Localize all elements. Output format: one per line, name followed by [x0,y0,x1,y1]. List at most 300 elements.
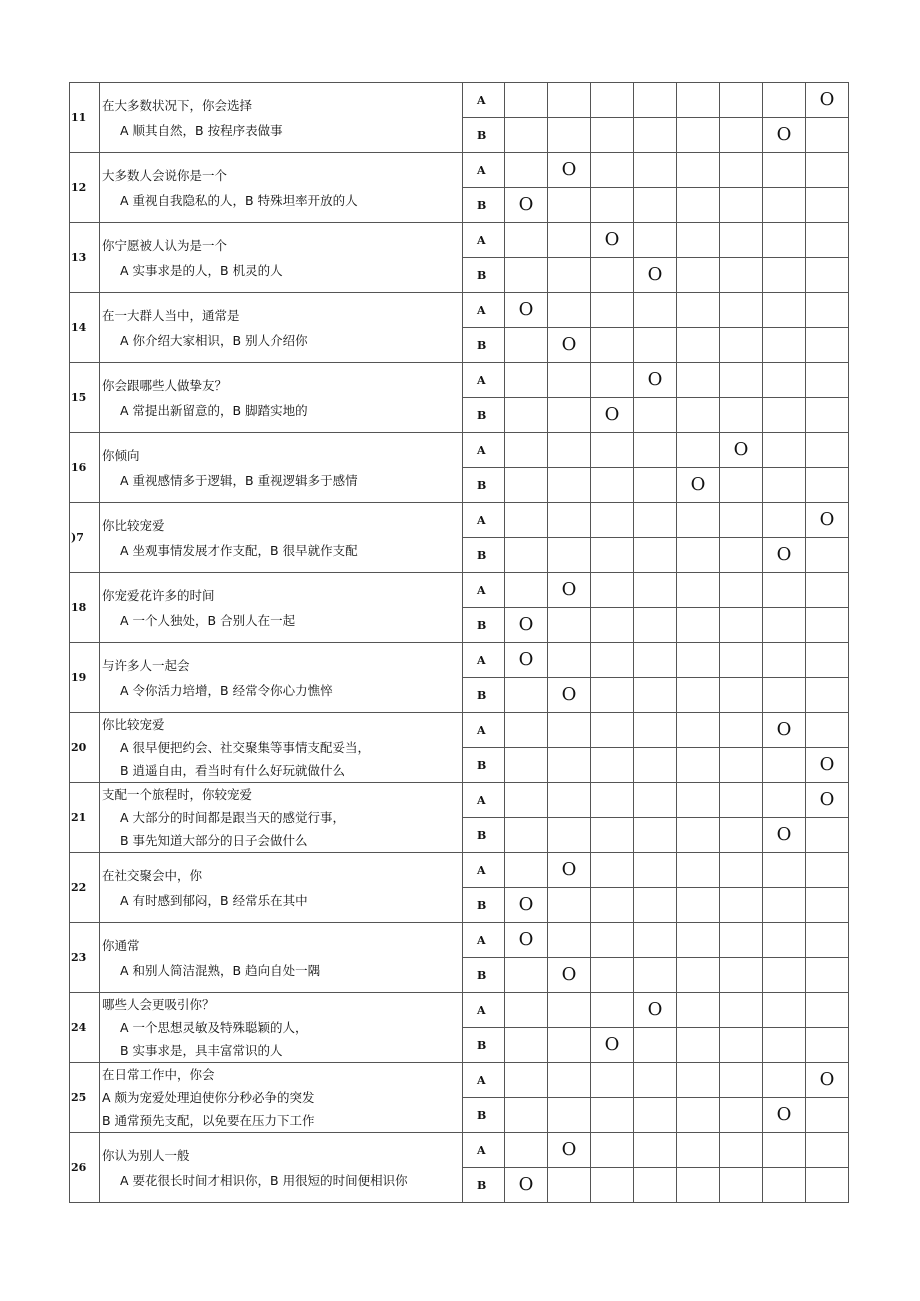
scale-cell[interactable] [505,748,548,783]
scale-cell[interactable] [763,818,806,853]
scale-cell[interactable] [763,783,806,818]
scale-cell[interactable] [763,398,806,433]
scale-cell[interactable] [591,1098,634,1133]
question-title: 大多数人会说你是一个 [102,167,228,183]
scale-cell[interactable] [591,748,634,783]
scale-cell[interactable] [677,853,720,888]
scale-cell[interactable] [763,1133,806,1168]
question-row-a [70,503,849,538]
scale-cell[interactable] [677,888,720,923]
scale-cell[interactable] [634,503,677,538]
scale-cell[interactable] [763,153,806,188]
scale-cell[interactable] [677,818,720,853]
scale-cell[interactable] [505,538,548,573]
scale-cell[interactable] [591,328,634,363]
scale-cell[interactable] [677,923,720,958]
scale-cell[interactable] [763,328,806,363]
scale-cell[interactable] [720,433,763,468]
scale-cell[interactable] [677,608,720,643]
scale-cell[interactable] [677,258,720,293]
scale-cell[interactable] [634,1028,677,1063]
scale-cell[interactable] [677,573,720,608]
scale-cell[interactable] [763,1168,806,1203]
scale-cell[interactable] [677,958,720,993]
scale-cell[interactable] [677,1168,720,1203]
scale-cell[interactable] [634,678,677,713]
scale-cell[interactable] [677,328,720,363]
scale-cell[interactable] [806,293,849,328]
scale-cell[interactable] [763,923,806,958]
scale-cell[interactable] [634,1063,677,1098]
scale-cell[interactable] [548,118,591,153]
option-label-a: A [463,713,505,748]
scale-cell[interactable] [720,713,763,748]
scale-cell[interactable] [720,1098,763,1133]
scale-cell[interactable] [763,678,806,713]
scale-cell[interactable] [634,573,677,608]
scale-cell[interactable] [720,573,763,608]
scale-cell[interactable] [677,783,720,818]
scale-cell[interactable] [720,888,763,923]
question-text [100,783,463,853]
scale-cell[interactable] [677,188,720,223]
selection-mark: O [776,719,792,740]
scale-cell[interactable] [677,1098,720,1133]
scale-cell[interactable] [505,643,548,678]
scale-cell[interactable] [720,328,763,363]
scale-cell[interactable] [591,188,634,223]
scale-cell[interactable] [763,573,806,608]
scale-cell[interactable] [634,83,677,118]
scale-cell[interactable] [634,223,677,258]
scale-cell[interactable] [548,748,591,783]
scale-cell[interactable] [806,188,849,223]
scale-cell[interactable] [505,1028,548,1063]
scale-cell[interactable] [591,258,634,293]
scale-cell[interactable] [677,1063,720,1098]
scale-cell[interactable] [548,678,591,713]
option-label-a: A [463,783,505,818]
scale-cell[interactable] [677,1133,720,1168]
scale-cell[interactable] [548,1063,591,1098]
scale-cell[interactable] [591,993,634,1028]
scale-cell[interactable] [720,1063,763,1098]
scale-cell[interactable] [806,608,849,643]
scale-cell[interactable] [677,713,720,748]
scale-cell[interactable] [505,923,548,958]
scale-cell[interactable] [591,1168,634,1203]
scale-cell[interactable] [505,818,548,853]
scale-cell[interactable] [591,713,634,748]
scale-cell[interactable] [591,1028,634,1063]
scale-cell[interactable] [548,293,591,328]
scale-cell[interactable] [763,1028,806,1063]
scale-cell[interactable] [505,958,548,993]
scale-cell[interactable] [505,223,548,258]
scale-cell[interactable] [763,258,806,293]
scale-cell[interactable] [505,1098,548,1133]
scale-cell[interactable] [591,958,634,993]
scale-cell[interactable] [634,993,677,1028]
scale-cell[interactable] [634,433,677,468]
scale-cell[interactable] [591,853,634,888]
scale-cell[interactable] [677,1028,720,1063]
scale-cell[interactable] [763,1063,806,1098]
scale-cell[interactable] [806,643,849,678]
scale-cell[interactable] [591,468,634,503]
scale-cell[interactable] [720,1133,763,1168]
selection-mark: O [647,999,663,1020]
scale-cell[interactable] [763,468,806,503]
scale-cell[interactable] [548,538,591,573]
scale-cell[interactable] [548,503,591,538]
selection-mark: O [518,614,534,635]
scale-cell[interactable] [634,258,677,293]
scale-cell[interactable] [591,888,634,923]
scale-cell[interactable] [591,83,634,118]
scale-cell[interactable] [806,503,849,538]
option-label-b: B [463,958,505,993]
question-row-a [70,573,849,608]
scale-cell[interactable] [720,468,763,503]
scale-cell[interactable] [505,153,548,188]
scale-cell[interactable] [548,888,591,923]
scale-cell[interactable] [505,258,548,293]
question-text [100,293,463,363]
scale-cell[interactable] [720,1028,763,1063]
scale-cell[interactable] [505,573,548,608]
scale-cell[interactable] [505,398,548,433]
scale-cell[interactable] [677,83,720,118]
scale-cell[interactable] [677,503,720,538]
scale-cell[interactable] [548,713,591,748]
scale-cell[interactable] [720,1168,763,1203]
scale-cell[interactable] [634,958,677,993]
question-number: 23 [70,923,100,993]
scale-cell[interactable] [763,713,806,748]
scale-cell[interactable] [763,888,806,923]
scale-cell[interactable] [763,748,806,783]
scale-cell[interactable] [505,993,548,1028]
question-number: 21 [70,783,100,853]
scale-cell[interactable] [677,223,720,258]
question-option-line: A 重视感情多于逻辑，B 重视逻辑多于感情 [120,472,358,488]
scale-cell[interactable] [763,993,806,1028]
scale-cell[interactable] [505,293,548,328]
scale-cell[interactable] [634,363,677,398]
scale-cell[interactable] [806,153,849,188]
scale-cell[interactable] [763,223,806,258]
scale-cell[interactable] [677,398,720,433]
scale-cell[interactable] [591,118,634,153]
scale-cell[interactable] [634,468,677,503]
scale-cell[interactable] [806,818,849,853]
scale-cell[interactable] [548,1028,591,1063]
scale-cell[interactable] [591,1063,634,1098]
scale-cell[interactable] [677,293,720,328]
scale-cell[interactable] [763,643,806,678]
scale-cell[interactable] [677,678,720,713]
scale-cell[interactable] [806,993,849,1028]
scale-cell[interactable] [720,923,763,958]
scale-cell[interactable] [634,923,677,958]
scale-cell[interactable] [806,853,849,888]
question-row-a [70,1133,849,1168]
scale-cell[interactable] [505,118,548,153]
scale-cell[interactable] [548,363,591,398]
scale-cell[interactable] [505,783,548,818]
question-row-a [70,153,849,188]
option-label-a: A [463,363,505,398]
scale-cell[interactable] [548,853,591,888]
scale-cell[interactable] [591,293,634,328]
selection-mark: O [819,509,835,530]
scale-cell[interactable] [505,328,548,363]
question-number: 12 [70,153,100,223]
scale-cell[interactable] [548,608,591,643]
scale-cell[interactable] [548,1098,591,1133]
scale-cell[interactable] [505,713,548,748]
scale-cell[interactable] [548,818,591,853]
scale-cell[interactable] [763,118,806,153]
question-option-line: A 和别人简洁混熟，B 趋向自处一隅 [120,962,321,978]
question-text [100,223,463,293]
scale-cell[interactable] [763,608,806,643]
selection-mark: O [604,229,620,250]
scale-cell[interactable] [720,538,763,573]
selection-mark: O [561,159,577,180]
question-title: 在日常工作中，你会 [102,1067,215,1082]
scale-cell[interactable] [591,923,634,958]
option-label-b: B [463,888,505,923]
scale-cell[interactable] [505,678,548,713]
scale-cell[interactable] [505,503,548,538]
scale-cell[interactable] [720,993,763,1028]
question-number: )7 [70,503,100,573]
scale-cell[interactable] [720,118,763,153]
scale-cell[interactable] [677,643,720,678]
scale-cell[interactable] [720,188,763,223]
question-title: 在大多数状况下，你会选择 [102,97,253,113]
scale-cell[interactable] [634,1168,677,1203]
scale-cell[interactable] [634,713,677,748]
question-option-line: B 事先知道大部分的日子会做什么 [120,833,308,848]
scale-cell[interactable] [548,258,591,293]
scale-cell[interactable] [634,608,677,643]
scale-cell[interactable] [505,433,548,468]
scale-cell[interactable] [591,608,634,643]
scale-cell[interactable] [505,888,548,923]
scale-cell[interactable] [505,1063,548,1098]
scale-cell[interactable] [634,818,677,853]
scale-cell[interactable] [720,258,763,293]
selection-mark: O [647,369,663,390]
scale-cell[interactable] [720,398,763,433]
scale-cell[interactable] [634,538,677,573]
selection-mark: O [561,579,577,600]
scale-cell[interactable] [720,853,763,888]
scale-cell[interactable] [677,468,720,503]
scale-cell[interactable] [763,293,806,328]
scale-cell[interactable] [763,83,806,118]
scale-cell[interactable] [806,573,849,608]
scale-cell[interactable] [677,433,720,468]
question-option-line: B 实事求是，具丰富常识的人 [120,1043,283,1058]
question-option-line: B 通常预先支配，以免要在压力下工作 [102,1113,315,1128]
question-number: 20 [70,713,100,783]
scale-cell[interactable] [591,643,634,678]
question-number: 26 [70,1133,100,1203]
scale-cell[interactable] [505,853,548,888]
scale-cell[interactable] [720,678,763,713]
scale-cell[interactable] [677,538,720,573]
scale-cell[interactable] [591,503,634,538]
scale-cell[interactable] [548,643,591,678]
scale-cell[interactable] [806,783,849,818]
scale-cell[interactable] [806,1133,849,1168]
scale-cell[interactable] [634,1098,677,1133]
scale-cell[interactable] [548,433,591,468]
scale-cell[interactable] [763,433,806,468]
scale-cell[interactable] [634,328,677,363]
scale-cell[interactable] [634,748,677,783]
scale-cell[interactable] [505,83,548,118]
question-title: 你认为别人一般 [102,1147,190,1163]
scale-cell[interactable] [548,468,591,503]
scale-cell[interactable] [720,293,763,328]
scale-cell[interactable] [806,1063,849,1098]
selection-mark: O [776,544,792,565]
scale-cell[interactable] [720,748,763,783]
scale-cell[interactable] [548,923,591,958]
scale-cell[interactable] [763,538,806,573]
scale-cell[interactable] [548,328,591,363]
scale-cell[interactable] [505,468,548,503]
scale-cell[interactable] [806,118,849,153]
scale-cell[interactable] [634,1133,677,1168]
scale-cell[interactable] [591,678,634,713]
scale-cell[interactable] [548,993,591,1028]
scale-cell[interactable] [505,608,548,643]
scale-cell[interactable] [677,153,720,188]
scale-cell[interactable] [763,853,806,888]
question-title: 你宠爱花许多的时间 [102,587,215,603]
scale-cell[interactable] [763,503,806,538]
scale-cell[interactable] [505,1133,548,1168]
scale-cell[interactable] [720,363,763,398]
scale-cell[interactable] [763,958,806,993]
scale-cell[interactable] [634,888,677,923]
scale-cell[interactable] [763,1098,806,1133]
scale-cell[interactable] [591,1133,634,1168]
scale-cell[interactable] [634,153,677,188]
scale-cell[interactable] [806,888,849,923]
scale-cell[interactable] [806,1028,849,1063]
scale-cell[interactable] [505,1168,548,1203]
scale-cell[interactable] [634,853,677,888]
scale-cell[interactable] [591,538,634,573]
scale-cell[interactable] [806,1168,849,1203]
scale-cell[interactable] [806,258,849,293]
scale-cell[interactable] [634,188,677,223]
scale-cell[interactable] [677,118,720,153]
scale-cell[interactable] [548,398,591,433]
scale-cell[interactable] [634,118,677,153]
scale-cell[interactable] [505,363,548,398]
scale-cell[interactable] [720,818,763,853]
scale-cell[interactable] [806,923,849,958]
question-option-line: A 重视自我隐私的人，B 特殊坦率开放的人 [120,192,358,208]
scale-cell[interactable] [806,678,849,713]
scale-cell[interactable] [720,153,763,188]
scale-cell[interactable] [634,643,677,678]
scale-cell[interactable] [720,223,763,258]
scale-cell[interactable] [806,83,849,118]
selection-mark: O [518,299,534,320]
scale-cell[interactable] [806,223,849,258]
scale-cell[interactable] [806,363,849,398]
scale-cell[interactable] [806,713,849,748]
scale-cell[interactable] [591,398,634,433]
scale-cell[interactable] [720,83,763,118]
scale-cell[interactable] [806,748,849,783]
question-option-line: A 实事求是的人，B 机灵的人 [120,262,283,278]
scale-cell[interactable] [591,363,634,398]
scale-cell[interactable] [677,748,720,783]
scale-cell[interactable] [548,1133,591,1168]
scale-cell[interactable] [806,433,849,468]
scale-cell[interactable] [806,398,849,433]
scale-cell[interactable] [677,993,720,1028]
question-text [100,363,463,433]
scale-cell[interactable] [548,783,591,818]
scale-cell[interactable] [806,328,849,363]
scale-cell[interactable] [720,783,763,818]
scale-cell[interactable] [763,188,806,223]
scale-cell[interactable] [720,503,763,538]
scale-cell[interactable] [720,958,763,993]
scale-cell[interactable] [548,1168,591,1203]
scale-cell[interactable] [591,783,634,818]
scale-cell[interactable] [548,223,591,258]
scale-cell[interactable] [591,818,634,853]
selection-mark: O [561,964,577,985]
scale-cell[interactable] [720,643,763,678]
scale-cell[interactable] [806,468,849,503]
scale-cell[interactable] [806,958,849,993]
scale-cell[interactable] [591,433,634,468]
scale-cell[interactable] [548,83,591,118]
scale-cell[interactable] [591,573,634,608]
scale-cell[interactable] [677,363,720,398]
scale-cell[interactable] [548,958,591,993]
scale-cell[interactable] [548,153,591,188]
question-text [100,573,463,643]
scale-cell[interactable] [806,538,849,573]
scale-cell[interactable] [548,188,591,223]
scale-cell[interactable] [634,783,677,818]
scale-cell[interactable] [806,1098,849,1133]
scale-cell[interactable] [634,293,677,328]
scale-cell[interactable] [505,188,548,223]
scale-cell[interactable] [763,363,806,398]
scale-cell[interactable] [634,398,677,433]
scale-cell[interactable] [591,223,634,258]
scale-cell[interactable] [548,573,591,608]
scale-cell[interactable] [591,153,634,188]
scale-cell[interactable] [720,608,763,643]
question-row-a [70,293,849,328]
